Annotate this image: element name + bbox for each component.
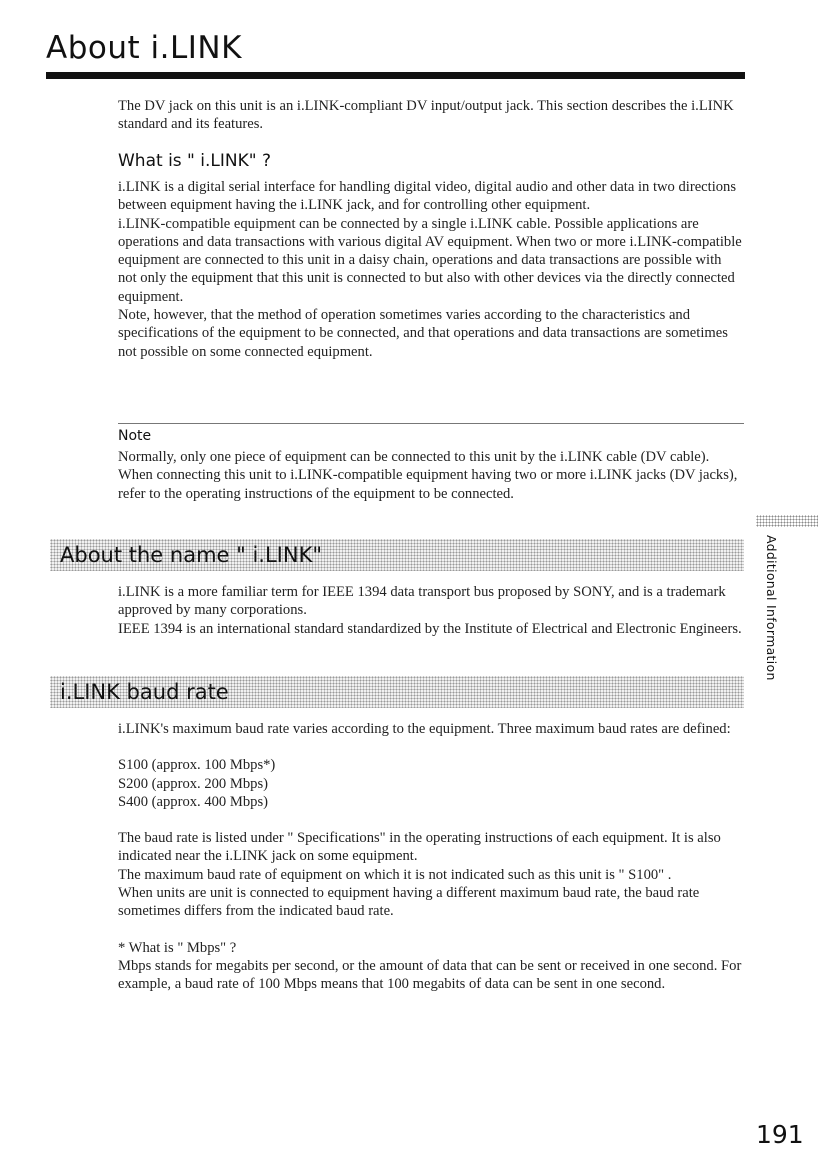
- baud-rate-section: [118, 720, 742, 994]
- what-is-heading: What is " i.LINK" ?: [118, 151, 271, 171]
- baud-rate-paragraph-3: When units are unit is connected to equipment having a different maximum baud rate, the baud rate sometimes differs from the indicated baud rate.: [118, 885, 700, 920]
- about-name-band: [50, 539, 744, 571]
- baud-rate-paragraph-1: The baud rate is listed under " Specifications" in the operating instructions of each equipment. It is also indicated near the i.LINK jack on some equipment.: [118, 830, 721, 865]
- note-section: [118, 448, 742, 503]
- page-number: 191: [756, 1120, 804, 1149]
- about-name-paragraph-2: IEEE 1394 is an international standard standardized by the Institute of Electrical and Electronic Engineers.: [118, 620, 742, 637]
- rate-s400: S400 (approx. 400 Mbps): [118, 793, 268, 810]
- what-is-paragraph-1: i.LINK is a digital serial interface for handling digital video, digital audio and other data in two directions between equipment having the i.LINK jack, and for controlling other equipment.: [118, 179, 737, 214]
- about-name-section: [118, 583, 742, 638]
- baud-rate-band: [50, 676, 744, 708]
- note-text: Normally, only one piece of equipment can be connected to this unit by the i.LINK cable (DV cable). When connecting this unit to i.LINK-compatible equipment having two or more i.LINK jacks (DV jacks), refer to the operating instructions of the equipment to be connected.: [118, 449, 738, 502]
- baud-rate-paragraph-2: The maximum baud rate of equipment on which it is not indicated such as this unit is " S100" .: [118, 866, 672, 883]
- baud-rate-intro: i.LINK's maximum baud rate varies according to the equipment. Three maximum baud rates are defined:: [118, 721, 731, 737]
- what-is-section: [118, 178, 742, 361]
- footnote-question: * What is " Mbps" ?: [118, 939, 237, 956]
- rate-s200: S200 (approx. 200 Mbps): [118, 775, 268, 792]
- page-title: About i.LINK: [46, 30, 242, 66]
- footnote-answer: Mbps stands for megabits per second, or the amount of data that can be sent or received in one second. For example, a baud rate of 100 Mbps means that 100 megabits of data can be sent in one second.: [118, 957, 742, 993]
- intro-text: The DV jack on this unit is an i.LINK-compliant DV input/output jack. This section describes the i.LINK standard and its features.: [118, 98, 734, 133]
- about-name-paragraph-1: i.LINK is a more familiar term for IEEE 1394 data transport bus proposed by SONY, and is a trademark approved by many corporations.: [118, 584, 726, 619]
- side-tab-strip: [756, 515, 818, 527]
- what-is-paragraph-2: i.LINK-compatible equipment can be connected by a single i.LINK cable. Possible applications are operations and data transactions with various digital AV equipment. When two or more i.LINK-compatible equipment are connected to this unit in a daisy chain, operations and data transactions are possible with not only the equipment that this unit is connected to but also with other devices via the directly connected equipment.: [118, 215, 742, 305]
- spacer: [118, 811, 742, 829]
- spacer: [118, 738, 742, 756]
- intro-paragraph: [118, 97, 742, 134]
- side-tab-label: Additional Information: [764, 535, 779, 681]
- title-rule: [46, 72, 745, 79]
- note-label: Note: [118, 428, 152, 444]
- side-section-tab: [764, 535, 778, 695]
- baud-rate-heading: i.LINK baud rate: [60, 680, 229, 704]
- about-name-heading: About the name " i.LINK": [60, 543, 323, 567]
- rate-s100: S100 (approx. 100 Mbps*): [118, 757, 276, 774]
- what-is-paragraph-3: Note, however, that the method of operation sometimes varies according to the characteristics and specifications of the equipment to be connected, and that operations and data transactions are sometimes not possible on some connected equipment.: [118, 307, 728, 360]
- note-divider: [118, 423, 744, 424]
- spacer: [118, 921, 742, 939]
